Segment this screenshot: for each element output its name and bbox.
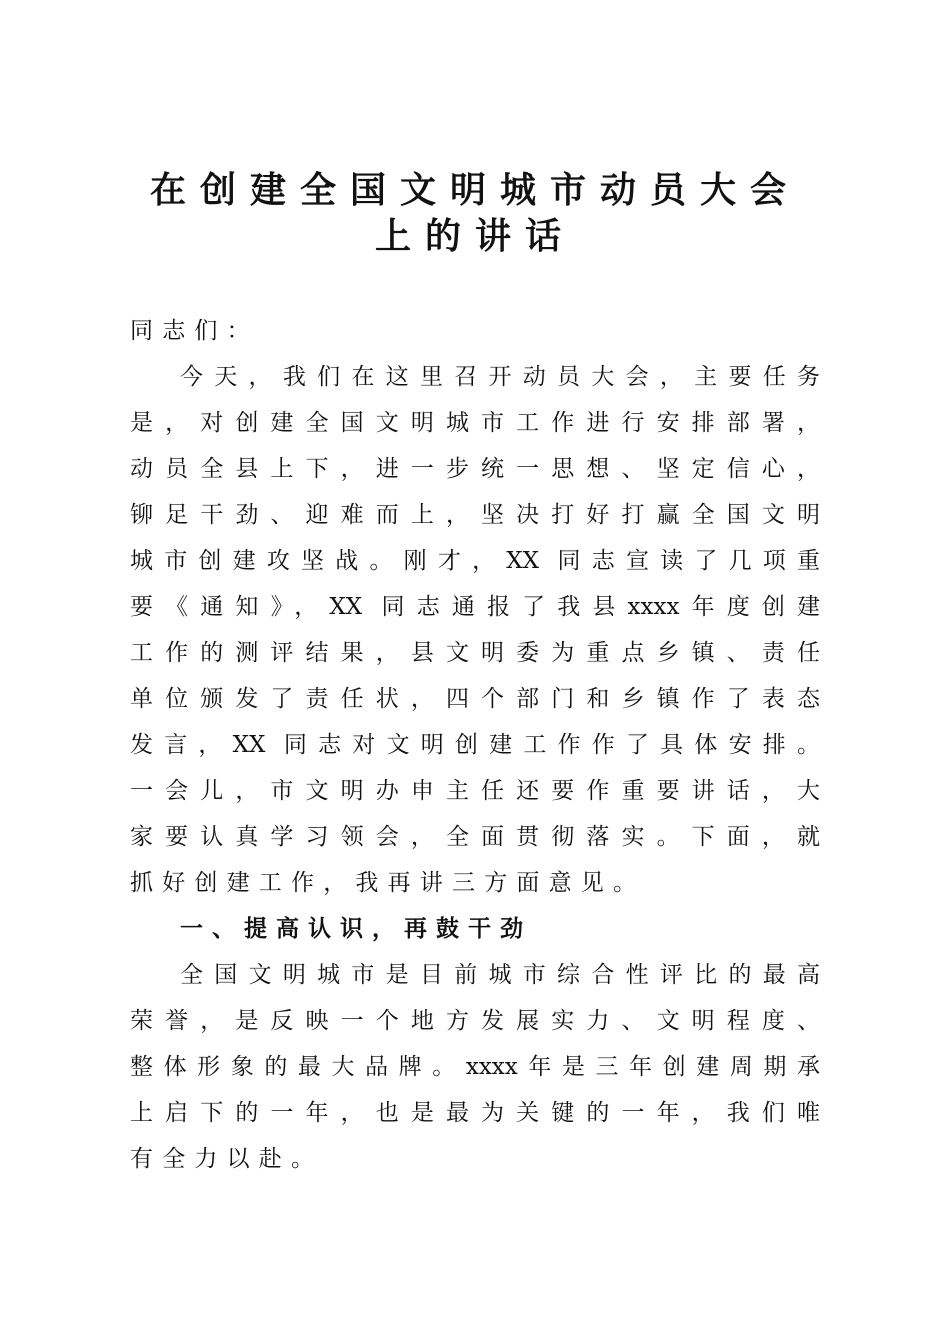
paragraph-line: 动员全县上下，进一步统一思想、坚定信心，	[130, 456, 820, 482]
paragraph-line: 荣誉，是反映一个地方发展实力、文明程度、	[130, 1008, 820, 1034]
paragraph-line: 全国文明城市是目前城市综合性评比的最高	[180, 962, 820, 988]
paragraph-line: 城市创建攻坚战。刚才，XX 同志宣读了几项重	[130, 548, 820, 574]
paragraph-line: 工作的测评结果，县文明委为重点乡镇、责任	[130, 640, 820, 666]
paragraph-line: 是，对创建全国文明城市工作进行安排部署，	[130, 410, 820, 436]
paragraph-line: 上启下的一年，也是最为关键的一年，我们唯	[130, 1100, 820, 1126]
document-title-line-2: 上的讲话	[374, 215, 575, 257]
paragraph-line: 发言，XX 同志对文明创建工作作了具体安排。	[130, 732, 820, 758]
paragraph-line: 一会儿，市文明办申主任还要作重要讲话，大	[130, 778, 820, 804]
salutation: 同志们：	[130, 318, 259, 344]
paragraph-line: 单位颁发了责任状，四个部门和乡镇作了表态	[130, 686, 820, 712]
paragraph-line: 有全力以赴。	[130, 1146, 324, 1172]
paragraph-line: 抓好创建工作，我再讲三方面意见。	[130, 870, 646, 896]
paragraph-line: 家要认真学习领会，全面贯彻落实。下面，就	[130, 824, 820, 850]
paragraph-line: 要《通知》，XX 同志通报了我县xxxx年度创建	[130, 594, 820, 620]
paragraph-line: 整体形象的最大品牌。xxxx年是三年创建周期承	[130, 1054, 820, 1080]
paragraph-line: 铆足干劲、迎难而上，坚决打好打赢全国文明	[130, 502, 820, 528]
paragraph-line: 今天，我们在这里召开动员大会，主要任务	[180, 364, 820, 390]
section-heading: 一、提高认识，再鼓干劲	[180, 916, 532, 942]
document-title-line-1: 在创建全国文明城市动员大会	[149, 169, 800, 211]
